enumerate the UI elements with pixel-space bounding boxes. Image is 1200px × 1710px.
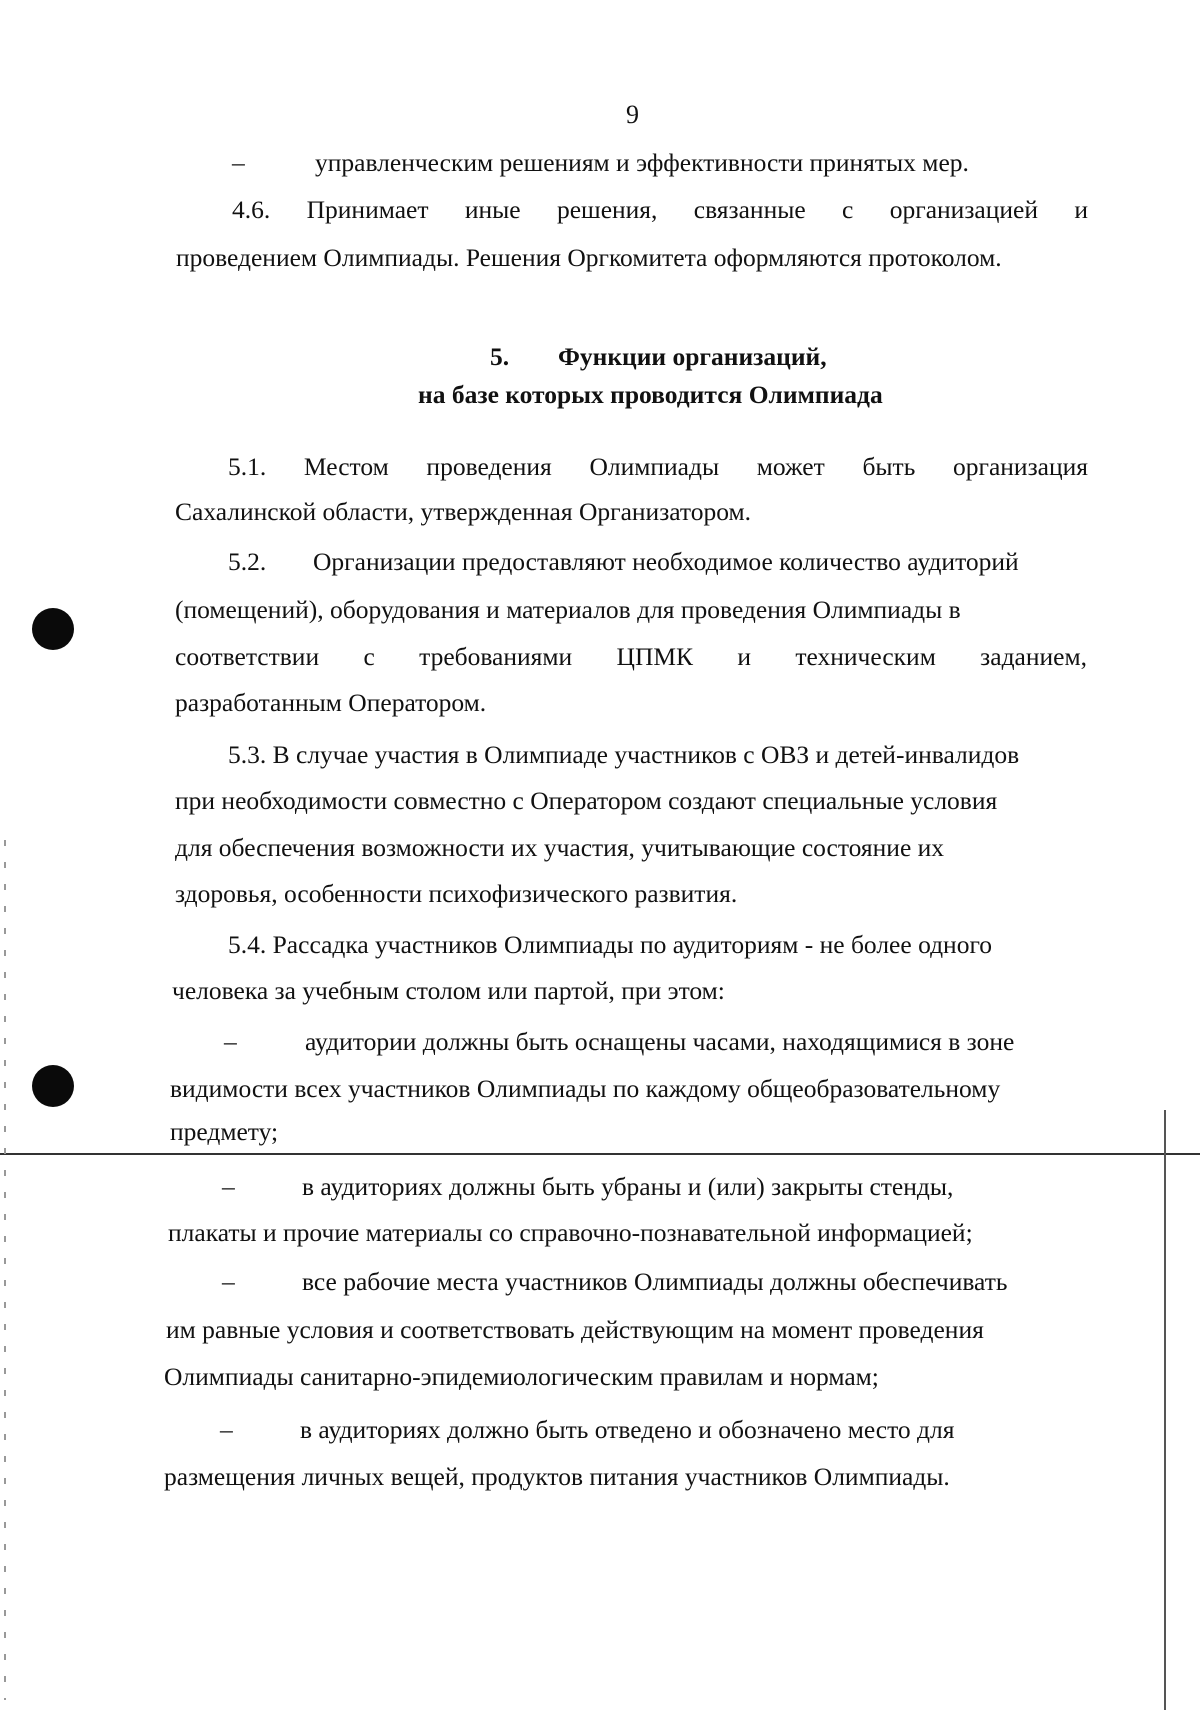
scan-edge-line — [1164, 1110, 1166, 1710]
bullet-1-line1: аудитории должны быть оснащены часами, находящимися в зоне — [305, 1027, 1015, 1056]
bullet-3-line3: Олимпиады санитарно-эпидемиологическим правилам и нормам; — [164, 1362, 879, 1391]
top-bullet-text: управленческим решениям и эффективности принятых мер. — [315, 148, 969, 177]
paragraph-5-3-line1: 5.3. В случае участия в Олимпиаде участников с ОВЗ и детей-инвалидов — [228, 740, 1020, 769]
paragraph-5-2-line2: (помещений), оборудования и материалов для проведения Олимпиады в — [175, 595, 961, 624]
bullet-4-line2: размещения личных вещей, продуктов питания участников Олимпиады. — [164, 1462, 950, 1491]
paragraph-5-4-line2: человека за учебным столом или партой, при этом: — [172, 976, 725, 1005]
paragraph-number: 4.6. — [232, 195, 271, 224]
paragraph-5-3-line2: при необходимости совместно с Оператором создают специальные условия — [175, 786, 998, 815]
paragraph-5-3-line4: здоровья, особенности психофизического развития. — [175, 879, 738, 908]
bullet-dash: – — [232, 148, 245, 177]
section-title-line1: Функции организаций, — [558, 342, 827, 371]
bullet-dash: – — [224, 1027, 237, 1056]
bullet-3-line1: все рабочие места участников Олимпиады должны обеспечивать — [302, 1267, 1008, 1296]
bullet-2-line1: в аудиториях должны быть убраны и (или) закрыты стенды, — [302, 1172, 954, 1201]
paragraph-5-1-line2: Сахалинской области, утвержденная Организатором. — [175, 497, 752, 526]
punch-hole-bottom — [32, 1065, 74, 1107]
paragraph-5-4-line1: 5.4. Рассадка участников Олимпиады по аудиториям - не более одного — [228, 930, 993, 959]
paragraph-5-1-line1: 5.1. Местом проведения Олимпиады может быть организация — [228, 452, 1088, 481]
paragraph-4-6-line2: проведением Олимпиады. Решения Оргкомитета оформляются протоколом. — [176, 243, 1002, 272]
bullet-4-line1: в аудиториях должно быть отведено и обозначено место для — [300, 1415, 955, 1444]
punch-hole-top — [32, 608, 74, 650]
bullet-2-line2: плакаты и прочие материалы со справочно-познавательной информацией; — [168, 1218, 973, 1247]
bullet-1-line2: видимости всех участников Олимпиады по каждому общеобразовательному — [170, 1074, 1001, 1103]
paragraph-5-2-number: 5.2. — [228, 547, 267, 576]
bullet-1-line3: предмету; — [170, 1117, 279, 1146]
paragraph-5-2-line4: разработанным Оператором. — [175, 688, 487, 717]
scan-left-margin-marks — [4, 840, 6, 1700]
paragraph-4-6-line1: 4.6. Принимает иные решения, связанные с организацией и — [232, 195, 1088, 224]
page-number: 9 — [626, 100, 639, 129]
section-number: 5. — [490, 342, 510, 371]
section-title-line2: на базе которых проводится Олимпиада — [418, 380, 883, 409]
scan-fold-line — [0, 1153, 1200, 1155]
paragraph-5-2-line3: соответствии с требованиями ЦПМК и техническим заданием, — [175, 642, 1087, 671]
paragraph-5-3-line3: для обеспечения возможности их участия, учитывающие состояние их — [175, 833, 945, 862]
bullet-dash: – — [220, 1415, 233, 1444]
paragraph-5-2-line1: Организации предоставляют необходимое количество аудиторий — [313, 547, 1019, 576]
bullet-dash: – — [222, 1267, 235, 1296]
bullet-dash: – — [222, 1172, 235, 1201]
bullet-3-line2: им равные условия и соответствовать действующим на момент проведения — [166, 1315, 984, 1344]
paragraph-number: 5.1. — [228, 452, 267, 481]
